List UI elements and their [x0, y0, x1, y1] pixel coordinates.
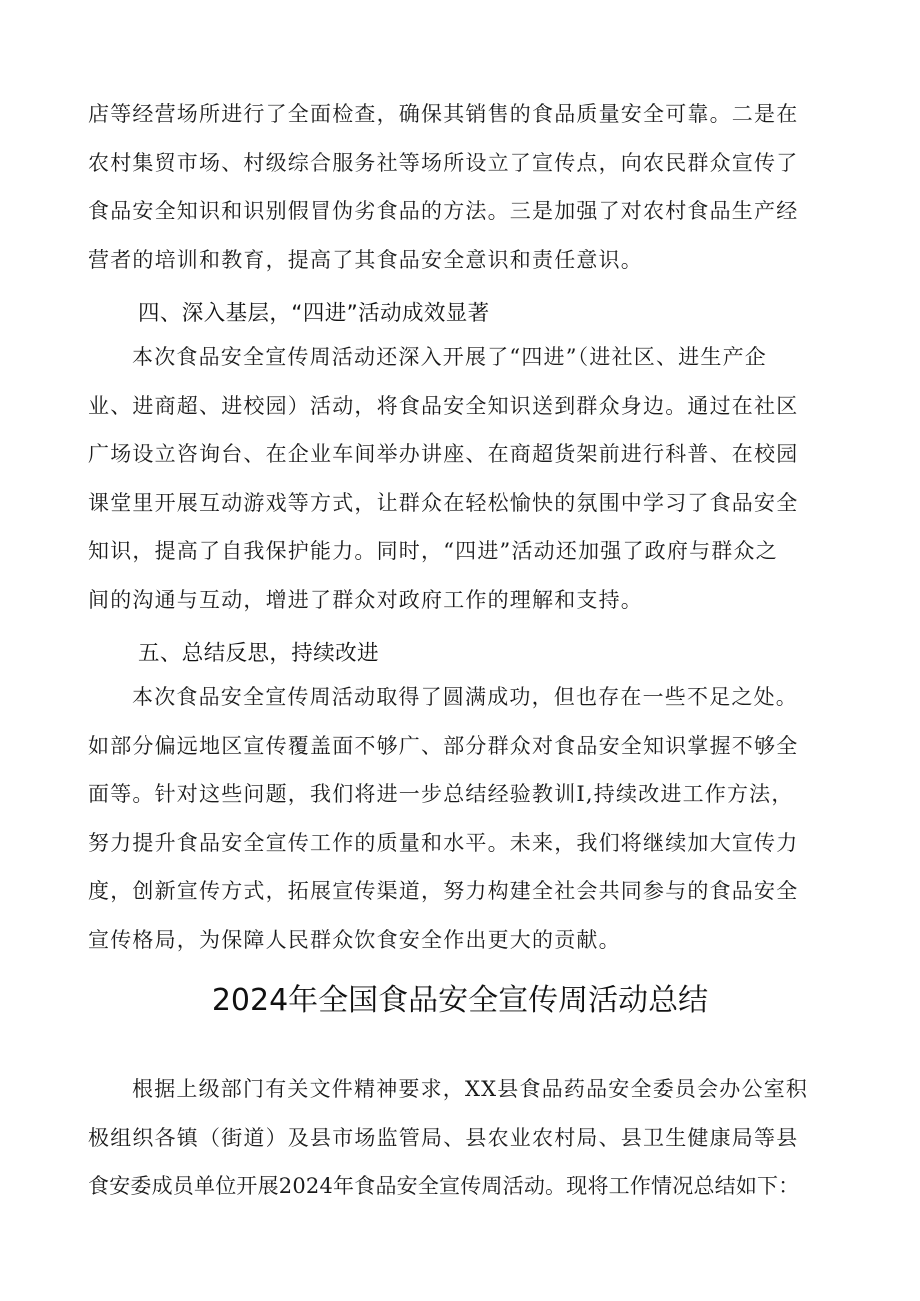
text-line: 食品安全知识和识别假冒伪劣食品的方法。三是加强了对农村食品生产经	[88, 199, 799, 223]
text-line: 本次食品安全宣传周活动还深入开展了“四进”（进社区、进生产企	[132, 345, 767, 369]
section-heading-four: 四、深入基层，“四进”活动成效显著	[138, 301, 490, 326]
paragraph-four-entries	[88, 333, 832, 624]
text-line: 宣传格局，为保障人民群众饮食安全作出更大的贡献。	[88, 927, 621, 952]
section-heading-five: 五、总结反思，持续改进	[138, 641, 379, 666]
text-line: 知识，提高了自我保护能力。同时，“四进”活动还加强了政府与群众之	[88, 539, 778, 563]
text-line: 努力提升食品安全宣传工作的质量和水平。未来，我们将继续加大宣传力	[88, 830, 799, 855]
text-line: 面等。针对这些问题，我们将进一步总结经验教训I,持续改进工作方法，	[88, 782, 794, 806]
text-line: 极组织各镇（街道）及县市场监管局、县农业农村局、县卫生健康局等县	[88, 1125, 799, 1150]
paragraph-intro	[88, 1065, 832, 1211]
text-line: 食安委成员单位开展2024年食品安全宣传周活动。现将工作情况总结如下：	[88, 1174, 800, 1198]
text-line: 度，创新宣传方式，拓展宣传渠道，努力构建全社会共同参与的食品安全	[88, 879, 799, 903]
text-line: 根据上级部门有关文件精神要求，XX县食品药品安全委员会办公室积	[132, 1077, 809, 1101]
text-line: 本次食品安全宣传周活动取得了圆满成功，但也存在一些不足之处。	[132, 685, 798, 709]
paragraph-summary-reflection	[88, 673, 832, 964]
text-line: 农村集贸市场、村级综合服务社等场所设立了宣传点，向农民群众宣传了	[88, 150, 799, 175]
text-line: 间的沟通与互动，增进了群众对政府工作的理解和支持。	[88, 587, 643, 612]
text-line: 营者的培训和教育，提高了其食品安全意识和责任意识。	[88, 247, 643, 272]
text-line: 如部分偏远地区宣传覆盖面不够广、部分群众对食品安全知识掌握不够全	[88, 733, 799, 758]
text-line: 课堂里开展互动游戏等方式，让群众在轻松愉快的氛围中学习了食品安全	[88, 490, 799, 515]
text-line: 业、进商超、进校园）活动，将食品安全知识送到群众身边。通过在社区	[88, 393, 799, 418]
text-line: 广场设立咨询台、在企业车间举办讲座、在商超货架前进行科普、在校园	[88, 442, 799, 466]
document-title: 2024年全国食品安全宣传周活动总结	[211, 983, 709, 1018]
paragraph-rural-inspection	[88, 90, 832, 284]
text-line: 店等经营场所进行了全面检查，确保其销售的食品质量安全可靠。二是在	[88, 102, 799, 126]
